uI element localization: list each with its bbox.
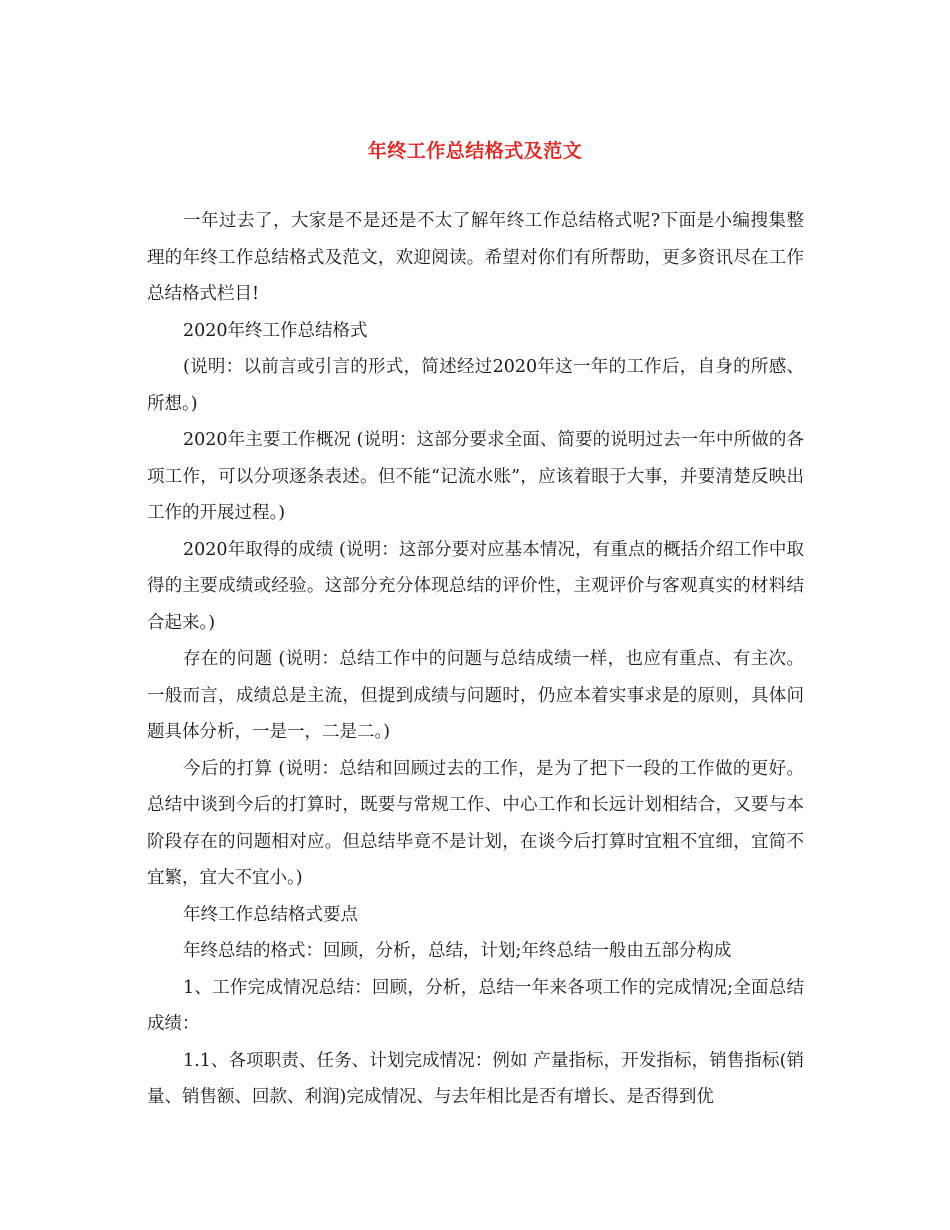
paragraph-format-heading: 2020年终工作总结格式 (183, 320, 368, 341)
paragraph-problems: 存在的问题 (说明：总结工作中的问题与总结成绩一样，也应有重点、有主次。一般而言，成绩总是主流，但提到成绩与问题时，仍应本着实事求是的原则，具体问题具体分析，一是一，二是二。) (147, 649, 804, 742)
paragraph-section-1-1: 1.1、各项职责、任务、计划完成情况：例如 产量指标，开发指标，销售指标(销量、销售额、回款、利润)完成情况、与去年相比是否有增长、是否得到优 (147, 1050, 804, 1107)
paragraph-achievements: 2020年取得的成绩 (说明：这部分要对应基本情况，有重点的概括介绍工作中取得的主要成绩或经验。这部分充分体现总结的评价性，主观评价与客观真实的材料结合起来。) (147, 539, 804, 633)
document-body (147, 203, 804, 1116)
paragraph-future-plans: 今后的打算 (说明：总结和回顾过去的工作，是为了把下一段的工作做的更好。总结中谈到今后的打算时，既要与常规工作、中心工作和长远计划相结合，又要与本阶段存在的问题相对应。但总结毕竟不是计划，在谈今后打算时宜粗不宜细，宜简不宜繁，宜大不宜小。) (147, 758, 804, 888)
paragraph-format-parts: 年终总结的格式：回顾，分析，总结，计划;年终总结一般由五部分构成 (183, 941, 732, 961)
paragraph-key-points-heading: 年终工作总结格式要点 (183, 904, 358, 925)
document-title: 年终工作总结格式及范文 (367, 140, 583, 162)
paragraph-intro: 一年过去了，大家是不是还是不太了解年终工作总结格式呢?下面是小编搜集整理的年终工作总结格式及范文，欢迎阅读。希望对你们有所帮助，更多资讯尽在工作总结格式栏目! (147, 211, 804, 304)
paragraph-work-overview: 2020年主要工作概况 (说明：这部分要求全面、简要的说明过去一年中所做的各项工作，可以分项逐条表述。但不能“记流水账”，应该着眼于大事，并要清楚反映出工作的开展过程。) (147, 430, 804, 523)
paragraph-section-1: 1、工作完成情况总结：回顾，分析，总结一年来各项工作的完成情况;全面总结成绩： (147, 977, 804, 1034)
paragraph-preface-note: (说明：以前言或引言的形式，简述经过2020年这一年的工作后，自身的所感、所想。) (147, 357, 804, 414)
